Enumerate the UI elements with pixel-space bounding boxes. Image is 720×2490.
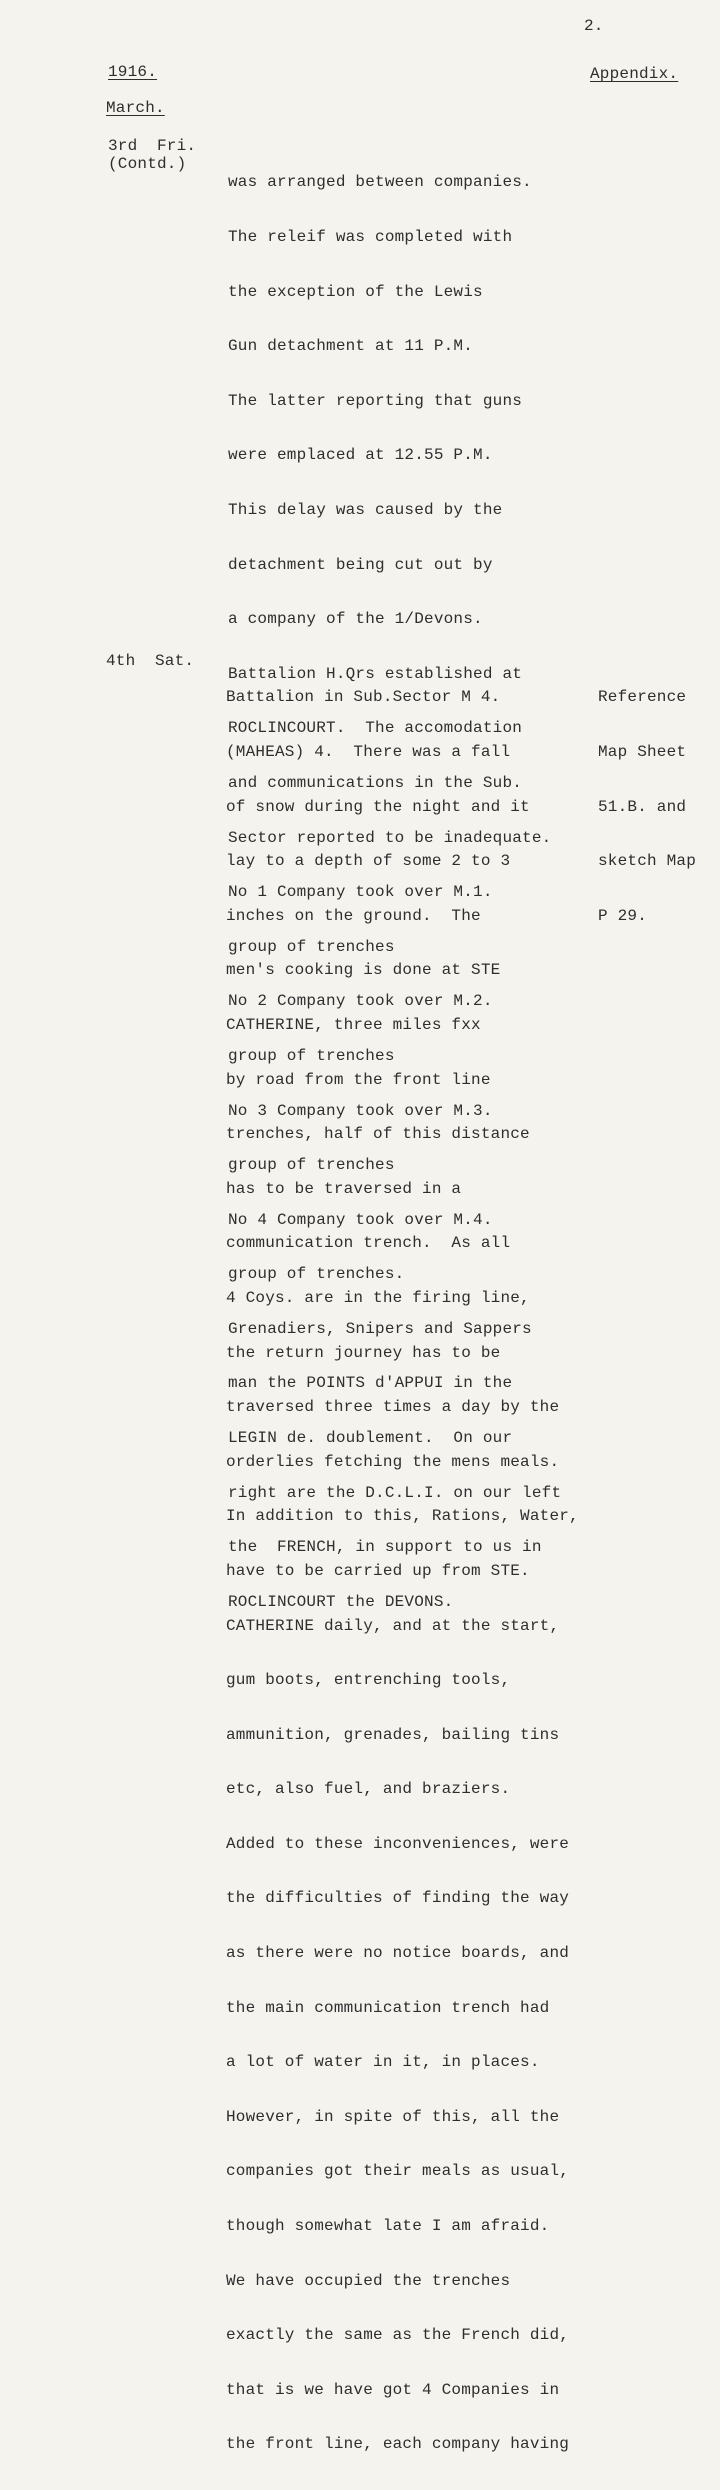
entry-line: of snow during the night and it — [226, 797, 530, 816]
entry-line: was arranged between companies. — [228, 173, 532, 192]
entry-line: CATHERINE daily, and at the start, — [226, 1616, 560, 1635]
entry-line: We have occupied the trenches — [226, 2271, 511, 2290]
margin-note — [598, 652, 696, 961]
entry-line: group of trenches — [228, 1046, 395, 1065]
entry-line: group of trenches — [228, 937, 395, 956]
entry-line: by road from the front line — [226, 1070, 491, 1089]
entry-line: the return journey has to be — [226, 1343, 501, 1362]
entry-line: traversed three times a day by the — [226, 1398, 560, 1417]
entry-line: Battalion H.Qrs established at — [228, 664, 523, 683]
entry-date-continued: (Contd.) — [108, 155, 187, 173]
entry-line: No 1 Company took over M.1. — [228, 883, 493, 902]
page-number: 2. — [584, 17, 604, 35]
year-heading: 1916. — [108, 63, 158, 81]
entry-line: right are the D.C.L.I. on our left — [228, 1483, 562, 1502]
margin-note-line: P 29. — [598, 906, 648, 925]
entry-line: In addition to this, Rations, Water, — [226, 1507, 579, 1526]
entry-line: Added to these inconveniences, were — [226, 1834, 570, 1853]
entry-line: CATHERINE, three miles fxx — [226, 1015, 481, 1034]
entry-line: Battalion in Sub.Sector M 4. — [226, 688, 501, 707]
entry-line: companies got their meals as usual, — [226, 2162, 570, 2181]
margin-note-line: Reference — [598, 688, 687, 707]
entry-line: communication trench. As all — [226, 1234, 511, 1253]
entry-line: a company of the 1/Devons. — [228, 610, 483, 629]
entry-line: trenches, half of this distance — [226, 1125, 530, 1144]
entry-line: the main communication trench had — [226, 1998, 550, 2017]
entry-line: though somewhat late I am afraid. — [226, 2217, 550, 2236]
entry-line: Gun detachment at 11 P.M. — [228, 337, 474, 356]
entry-line: Grenadiers, Snipers and Sappers — [228, 1319, 532, 1338]
entry-line: detachment being cut out by — [228, 555, 493, 574]
entry-line: group of trenches — [228, 1156, 395, 1175]
entry-line: The latter reporting that guns — [228, 391, 523, 410]
entry-line: gum boots, entrenching tools, — [226, 1671, 511, 1690]
entry-line: exactly the same as the French did, — [226, 2326, 570, 2345]
entry-line: the FRENCH, in support to us in — [228, 1538, 542, 1557]
entry-line: were emplaced at 12.55 P.M. — [228, 446, 493, 465]
entry-line: has to be traversed in a — [226, 1179, 462, 1198]
entry-line: 4 Coys. are in the firing line, — [226, 1288, 530, 1307]
entry-line: and communications in the Sub. — [228, 773, 523, 792]
entry-line: a lot of water in it, in places. — [226, 2053, 540, 2072]
entry-line: Sector reported to be inadequate. — [228, 828, 552, 847]
entry-date: 3rd Fri. — [108, 137, 197, 155]
entry-line: as there were no notice boards, and — [226, 1944, 570, 1963]
entry-line: ROCLINCOURT the DEVONS. — [228, 1592, 454, 1611]
entry-line: orderlies fetching the mens meals. — [226, 1452, 560, 1471]
entry-line: the exception of the Lewis — [228, 282, 483, 301]
margin-note-line: 51.B. and — [598, 797, 687, 816]
margin-note-line: sketch Map — [598, 852, 697, 871]
entry-line: group of trenches. — [228, 1265, 405, 1284]
margin-note-line: Map Sheet — [598, 743, 687, 761]
entry-line: etc, also fuel, and braziers. — [226, 1780, 511, 1799]
entry-line: that is we have got 4 Companies in — [226, 2380, 560, 2399]
appendix-heading: Appendix. — [590, 65, 679, 83]
entry-line: ammunition, grenades, bailing tins — [226, 1725, 560, 1744]
entry-date: 4th Sat. — [106, 652, 195, 670]
entry-line: No 4 Company took over M.4. — [228, 1210, 493, 1229]
entry-line: No 3 Company took over M.3. — [228, 1101, 493, 1120]
entry-line: However, in spite of this, all the — [226, 2107, 560, 2126]
entry-line: inches on the ground. The — [226, 906, 481, 925]
entry-line: LEGIN de. doublement. On our — [228, 1429, 513, 1448]
entry-line: No 2 Company took over M.2. — [228, 992, 493, 1011]
entry-line: (MAHEAS) 4. There was a fall — [226, 743, 511, 761]
month-heading: March. — [106, 99, 165, 117]
entry-body — [226, 652, 579, 2490]
entry-line: have to be carried up from STE. — [226, 1561, 530, 1580]
entry-line: the difficulties of finding the way — [226, 1889, 570, 1908]
entry-line: This delay was caused by the — [228, 500, 503, 519]
entry-line: men's cooking is done at STE — [226, 961, 501, 980]
entry-line: man the POINTS d'APPUI in the — [228, 1374, 513, 1393]
entry-line: ROCLINCOURT. The accomodation — [228, 719, 523, 738]
entry-line: the front line, each company having — [226, 2435, 570, 2454]
entry-line: The releif was completed with — [228, 228, 513, 246]
entry-line: lay to a depth of some 2 to 3 — [226, 852, 511, 871]
